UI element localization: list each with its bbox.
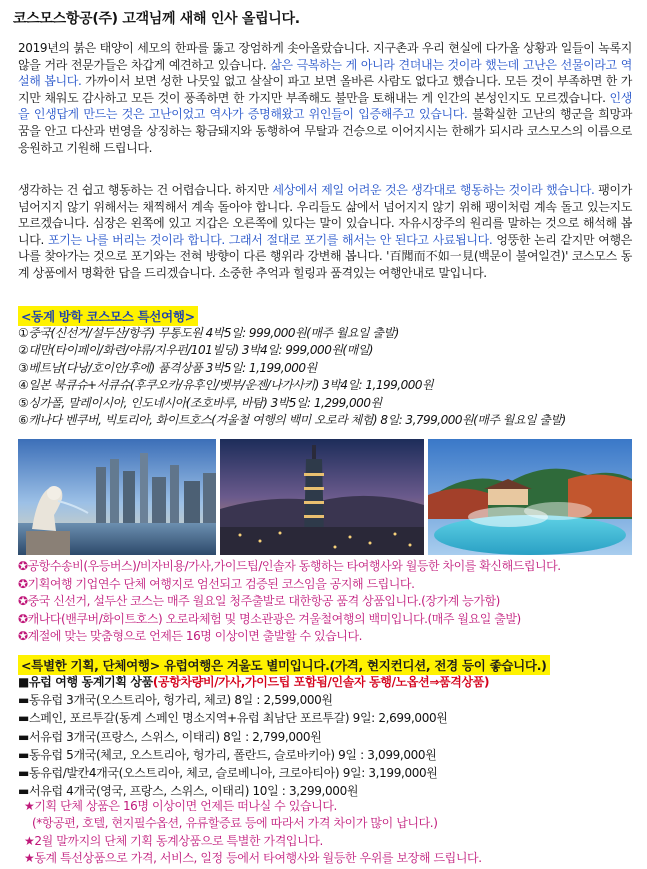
winter-tours-heading: <동계 방학 코스모스 특선여행> xyxy=(18,306,198,326)
emphasis-text: 인생을 인생답게 만드는 것은 고난이었고 역사가 증명해왔고 위인들이 입증해주고 있습니다. xyxy=(18,90,632,122)
list-item: ★동계 특선상품으로 가격, 서비스, 일정 등에서 타여행사와 월등한 우위를 보장해 드립니다. xyxy=(24,851,482,866)
list-item: ★2월 말까지의 단체 기획 동계상품으로 특별한 가격입니다. xyxy=(24,833,323,848)
list-item: (*항공편, 호텔, 현지필수옵션, 유류할증료 등에 따라서 가격 차이가 많이 납니다.) xyxy=(32,816,438,831)
emphasis-text: 세상에서 제일 어려운 것은 생각대로 행동하는 것이라 했습니다. xyxy=(272,183,595,197)
list-item: ②대만(타이페이/화련/야류/지우펀/101빌딩) 3박4일: 999,000원(매일) xyxy=(18,343,373,358)
footnotes-list xyxy=(24,798,482,868)
list-item: ▬서유럽 4개국(영국, 프랑스, 스위스, 이태리) 10일 : 3,299,000원 xyxy=(18,784,359,799)
group-tours-heading: <특별한 기획, 단체여행> 유럽여행은 겨울도 별미입니다.(가격, 현지컨디션, 전경 등이 좋습니다.) xyxy=(18,655,550,675)
list-item: ①중국(신선거/설두산/항주) 무통도원 4박5일: 999,000원(매주 월요일 출발) xyxy=(18,326,399,340)
body-text: 엉뚱한 논리 같지만 여행은 나를 찾아가는 것으로 포기와는 전혀 방향이 다른 행위라 강변해 봅니다. '百聞而不如一見(백문이 불여일견)' 코스모스 동계 상품에서 명확한 답을 드리겠습니다. 소중한 추억과 힐링과 품격있는 여행안내로 말입니다. xyxy=(18,232,632,280)
list-item: ✪캐나다(밴쿠버/화이트호스) 오로라체험 및 명소관광은 겨울철여행의 백미입니다.(매주 월요일 출발) xyxy=(18,611,521,626)
taipei-101-photo xyxy=(220,439,424,555)
list-item: ▬동유럽/발칸4개국(오스트리아, 체코, 슬로베니아, 크로아티아) 9일: 3,199,000원 xyxy=(18,766,438,781)
list-item: ⑥캐나다 벤쿠버, 빅토리아, 화이트호스(겨울철 여행의 백미 오로라 체험) 8일: 3,799,000원(매주 월요일 출발) xyxy=(18,413,566,428)
list-item: ✪중국 신선거, 설두산 코스는 매주 월요일 청주출발로 대한항공 품격 상품입니다.(장가계 능가함) xyxy=(18,594,500,609)
list-item: ✪공항수송비(우등버스)/비자비용/가사,가이드팁/인솔자 동행하는 타여행사와 월등한 차이를 확신해드립니다. xyxy=(18,559,561,573)
travel-paragraph xyxy=(18,182,632,282)
list-item: ▬스페인, 포르투갈(동계 스페인 명소지역+유럽 최남단 포르투갈) 9일: 2,699,000원 xyxy=(18,711,448,726)
europe-tours-header xyxy=(18,673,489,691)
list-item: ✪기획여행 기업연수 단체 여행지로 엄선되고 검증된 코스임을 공지해 드립니다. xyxy=(18,576,415,591)
singapore-merlion-photo xyxy=(18,439,216,555)
body-text: 가까이서 보면 성한 나뭇잎 없고 살살이 파고 보면 올바른 사람도 없다고 했습니다. 모든 것이 부족하면 한 가지만 채워도 감사하고 모든 것이 풍족하면 한 가지만 부족해도 불만을 토해내는 게 인간의 본성인지도 모르겠습니다. xyxy=(18,74,632,105)
winter-tours-list xyxy=(18,325,566,429)
page-title: 코스모스항공(주) 고객님께 새해 인사 올립니다. xyxy=(13,11,300,27)
photo-strip xyxy=(18,439,632,555)
greeting-paragraph xyxy=(18,40,632,156)
list-item: ▬동유럽 3개국(오스트리아, 헝가리, 체코) 8일 : 2,599,000원 xyxy=(18,693,333,708)
emphasis-text: 포기는 나를 버리는 것이라 합니다. 그래서 절대로 포기를 해서는 안 된다고 사료됩니다. xyxy=(47,232,493,247)
body-text: 불확실한 고난의 행군을 희망과 꿈을 안고 다산과 번영을 상징하는 황금돼지와 동행하여 무탈과 건승으로 이어지시는 한해가 되시라 코스모스의 이름으로 응원하고 기원해 드립니다. xyxy=(18,107,632,155)
emphasis-text: 삶은 극복하는 게 아니라 견뎌내는 것이라 했는데 고난은 선물이라고 역설해 봅니다. xyxy=(18,57,633,89)
body-text: 2019년의 붉은 태양이 세모의 한파를 뚫고 장엄하게 솟아올랐습니다. 지구촌과 우리 현실에 다가올 상황과 일들이 녹록지 않을 거라 전문가들은 차갑게 예견하고 있습니다. xyxy=(18,41,632,72)
europe-header-inclusions: (공항차량비/가사,가이드팁 포함됨/인솔자 동행/노옵션⇒품격상품) xyxy=(152,675,490,689)
europe-tours-list xyxy=(18,673,489,800)
europe-header-prefix: ■유럽 여행 동계기획 상품 xyxy=(18,675,153,689)
list-item: ③베트남(다낭/호이안/후에) 품격상품 3박5일: 1,199,000원 xyxy=(18,360,317,375)
list-item: ★기획 단체 상품은 16명 이상이면 언제든 떠나실 수 있습니다. xyxy=(24,799,337,813)
list-item: ▬서유럽 3개국(프랑스, 스위스, 이태리) 8일 : 2,799,000원 xyxy=(18,729,322,744)
list-item: ✪계절에 맞는 맞춤형으로 언제든 16명 이상이면 출발할 수 있습니다. xyxy=(18,629,362,644)
body-text: 생각하는 건 쉽고 행동하는 건 어렵습니다. 하지만 xyxy=(18,183,273,197)
list-item: ④일본 북큐슈+서큐슈(후쿠오카/유후인/벳부/운젠/나가사키) 3박4일: 1,199,000원 xyxy=(18,378,434,393)
list-item: ⑤싱가폴, 말레이시아, 인도네시아(조호바루, 바탐) 3박5일: 1,299,000원 xyxy=(18,395,382,410)
body-text: 팽이가 넘어지지 않기 위해서는 채찍해서 계속 돌아야 합니다. 우리들도 삶에서 넘어지지 않기 위해 팽이처럼 계속 돌고 있는지도 모르겠습니다. 심장은 왼쪽에 있고 지갑은 오른쪽에 있다는 말이 있습니다. 자유시장주의 원리를 말하는 것으로 해석해 봅니다. xyxy=(18,183,632,247)
japan-onsen-photo xyxy=(428,439,632,555)
list-item: ▬동유럽 5개국(체코, 오스트리아, 헝가리, 폴란드, 슬로바키아) 9일 : 3,099,000원 xyxy=(18,747,437,762)
notices-list xyxy=(18,558,561,646)
